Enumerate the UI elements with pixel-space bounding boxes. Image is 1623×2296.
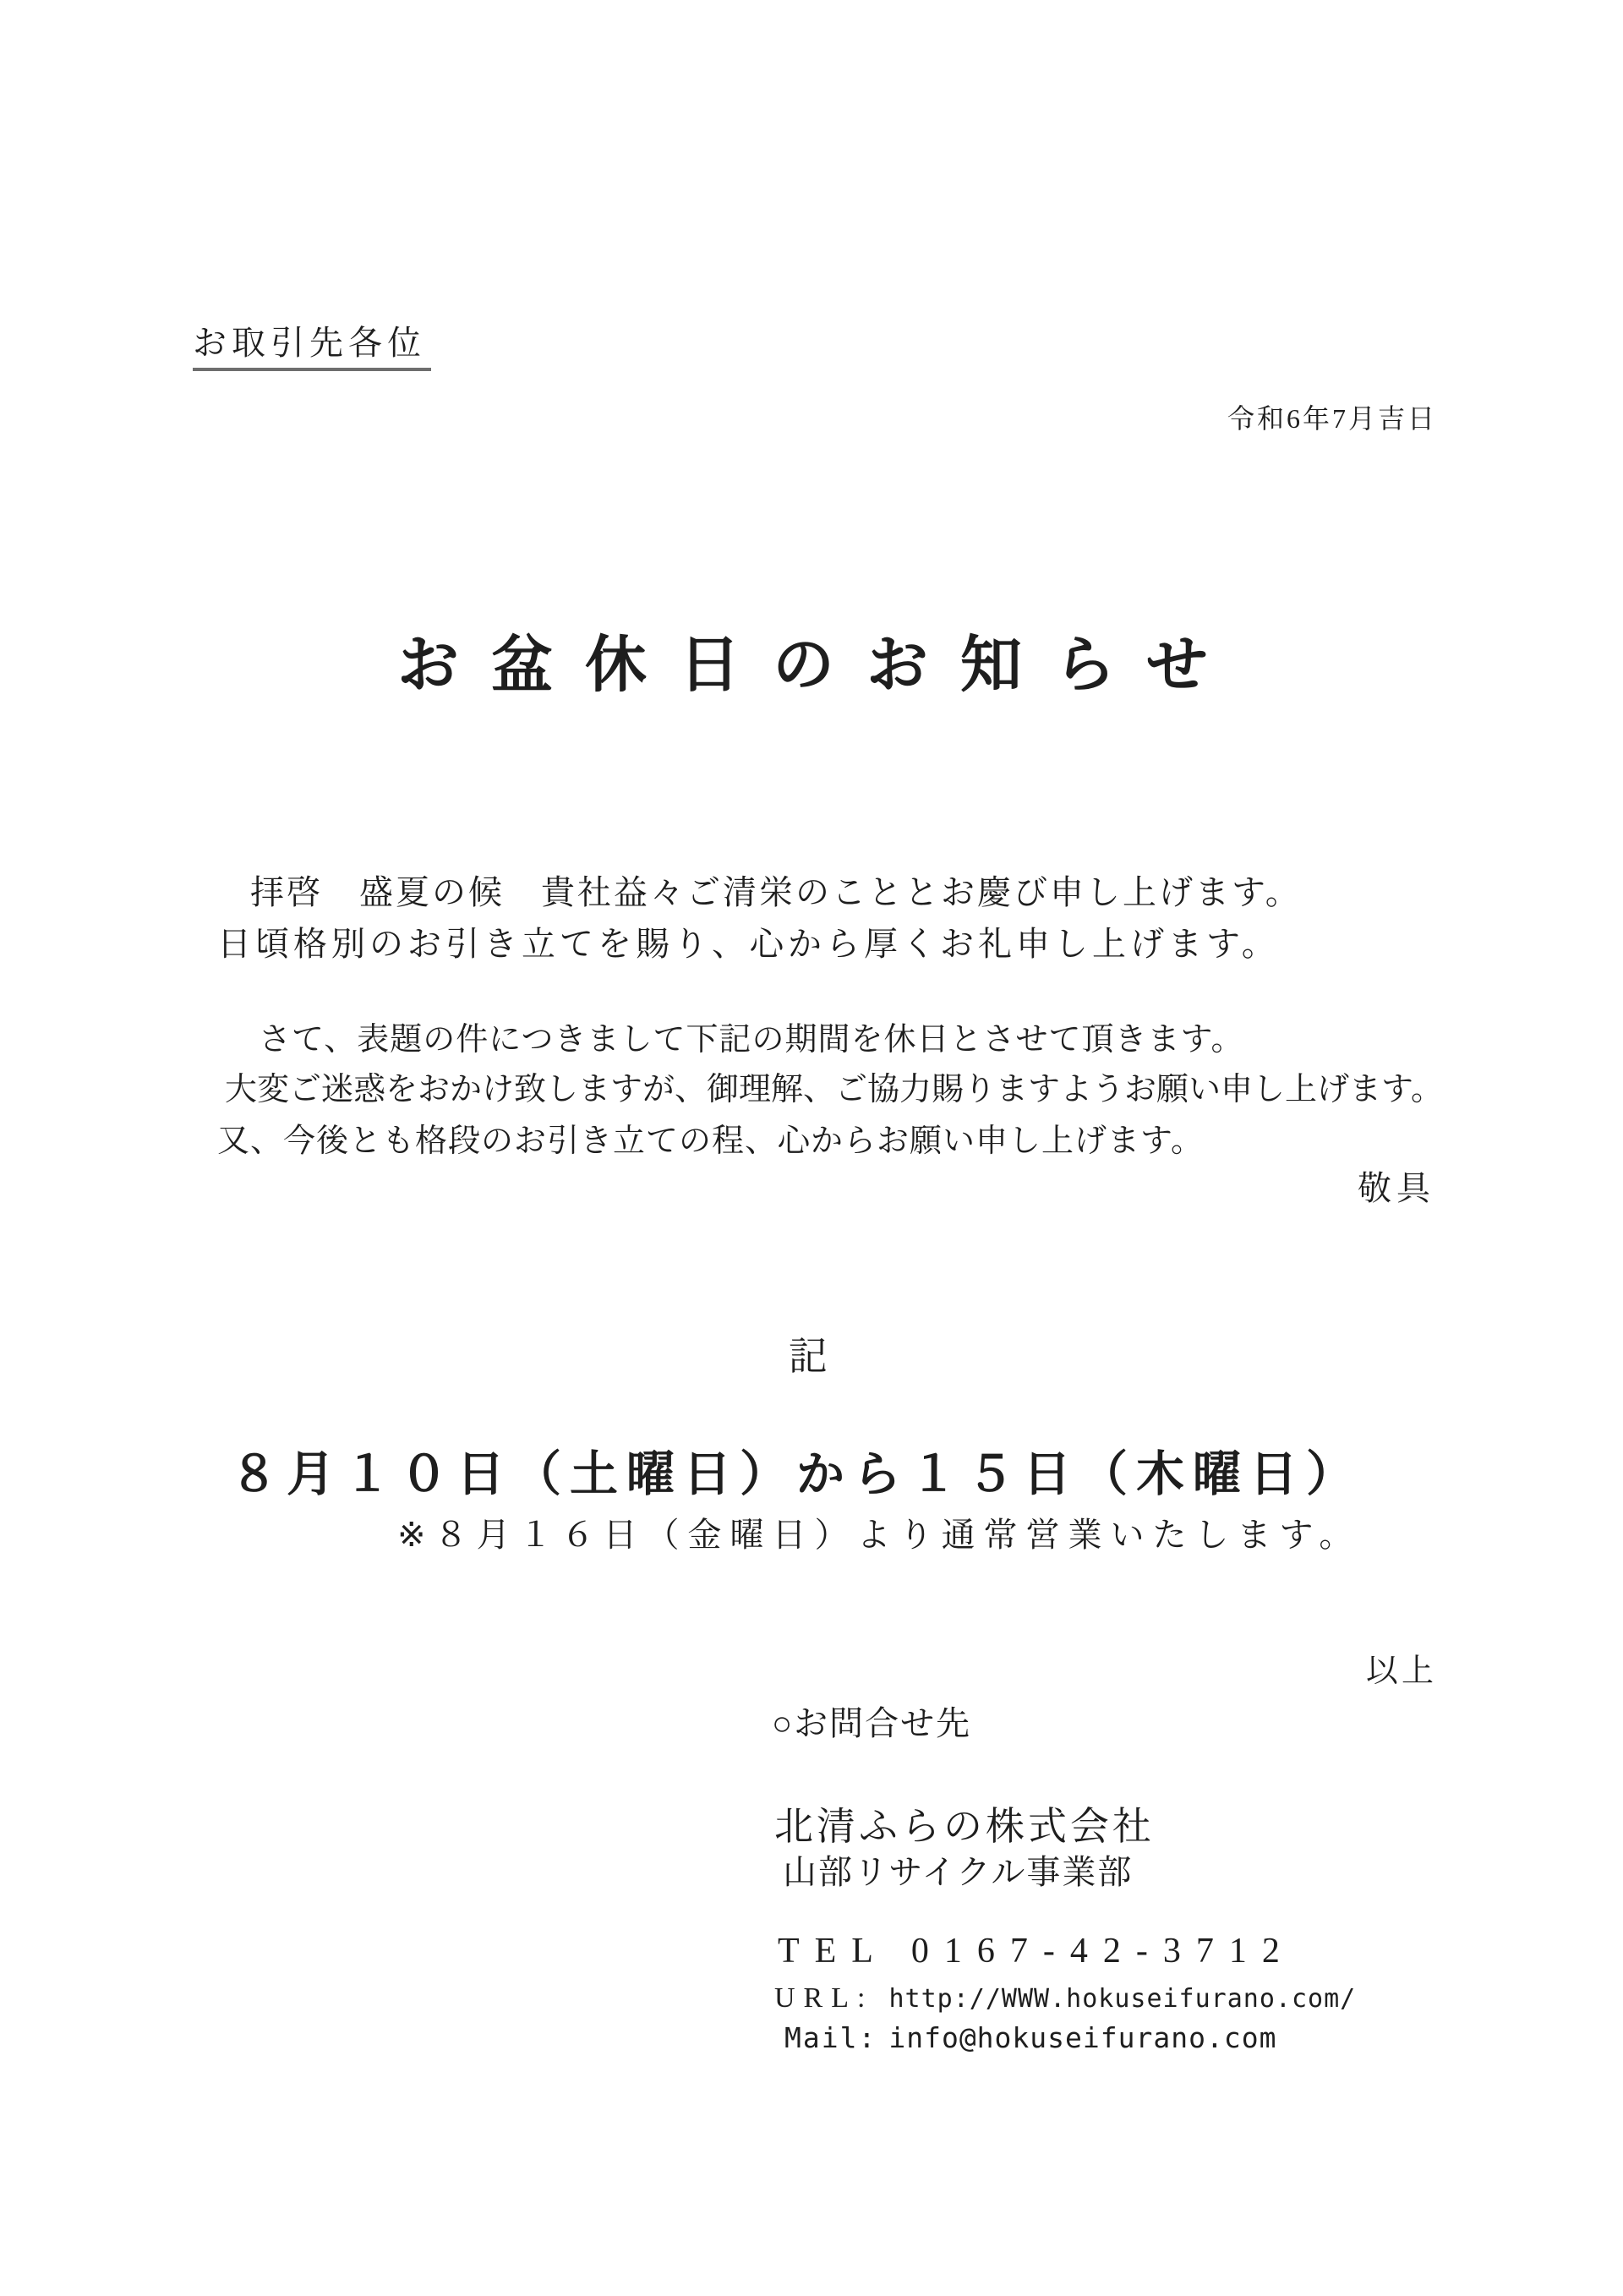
holiday-period-line: ８月１０日（土曜日）から１５日（木曜日）: [230, 1447, 1363, 1501]
recipient-line: お取引先各位: [193, 324, 431, 371]
mail-line: [784, 2022, 1276, 2054]
body-line-3: 又、今後とも格段のお引き立ての程、心からお願い申し上げます。: [217, 1123, 1204, 1159]
department-name: 山部リサイクル事業部: [783, 1854, 1134, 1891]
greeting-line-2: 日頃格別のお引き立てを賜り、心から厚くお礼申し上げます。: [217, 926, 1280, 963]
body-line-1: さて、表題の件につきまして下記の期間を休日とさせて頂きます。: [259, 1022, 1244, 1058]
mail-label: Mail:: [784, 2021, 877, 2054]
mail-value: info@hokuseifurano.com: [888, 2021, 1277, 2054]
contact-section-label: ○お問合せ先: [772, 1705, 972, 1742]
body-line-2: 大変ご迷惑をおかけ致しますが、御理解、ご協力賜りますようお願い申し上げます。: [225, 1072, 1443, 1107]
url-label: URL:: [774, 1982, 874, 2014]
url-value: http://WWW.hokuseifurano.com/: [888, 1984, 1357, 2014]
record-marker: 記: [789, 1334, 828, 1378]
telephone-line: TEL 0167-42-3712: [778, 1932, 1295, 1971]
end-marker: 以上: [1366, 1654, 1438, 1689]
url-line: [774, 1982, 1356, 2014]
document-date: 令和6年7月吉日: [1227, 403, 1437, 434]
company-name: 北清ふらの株式会社: [774, 1804, 1155, 1848]
greeting-line-1: 拝啓 盛夏の候 貴社益々ご清栄のこととお慶び申し上げます。: [250, 874, 1302, 911]
holiday-note-line: ※８月１６日（金曜日）より通常営業いたします。: [397, 1517, 1362, 1554]
page-title: お盆休日のお知らせ: [397, 631, 1240, 699]
closing-salutation: 敬具: [1358, 1170, 1435, 1207]
